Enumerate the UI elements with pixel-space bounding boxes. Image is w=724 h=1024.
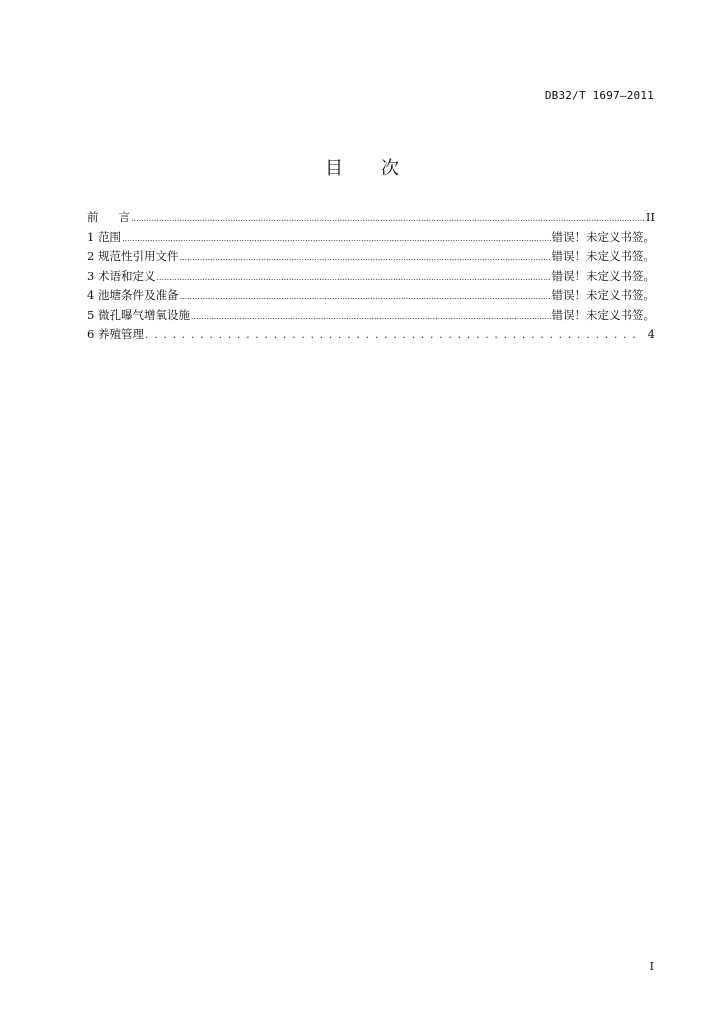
dot-leader — [156, 268, 550, 288]
toc-entry-page: 错误！未定义书签。 — [551, 249, 655, 263]
toc-entry-page: 4 — [647, 327, 655, 341]
dot-leader — [179, 287, 550, 307]
toc-entry-terms-definitions[interactable] — [87, 267, 655, 287]
toc-entry-page: 错误！未定义书签。 — [551, 307, 655, 322]
dot-leader — [145, 325, 639, 345]
toc-entry-page: 错误！未定义书签。 — [551, 268, 655, 283]
toc-entry-label: 4 池塘条件及准备 — [87, 288, 179, 302]
toc-entry-label: 6 养殖管理 — [87, 327, 144, 341]
toc-entry-page: 错误！未定义书签。 — [551, 229, 655, 244]
dot-leader — [131, 209, 645, 229]
toc-entry-label: 3 术语和定义 — [87, 268, 156, 283]
toc-entry-pond-conditions[interactable] — [87, 286, 655, 306]
standard-code: DB32/T 1697—2011 — [544, 89, 654, 102]
toc-entry-label: 前 言 — [87, 210, 130, 224]
page-title-char-1: 目 — [325, 158, 343, 179]
table-of-contents — [87, 208, 655, 345]
dot-leader — [122, 229, 551, 249]
toc-entry-page: 错误！未定义书签。 — [551, 288, 655, 302]
page-number: I — [649, 960, 654, 973]
page-title — [0, 154, 724, 180]
toc-entry-scope[interactable] — [87, 228, 655, 248]
toc-entry-culture-management[interactable] — [87, 325, 655, 345]
toc-entry-foreword[interactable] — [87, 208, 655, 228]
dot-leader — [191, 307, 551, 327]
toc-entry-label: 2 规范性引用文件 — [87, 249, 179, 263]
toc-entry-page: II — [645, 210, 655, 224]
toc-entry-label: 1 范围 — [87, 229, 121, 244]
page-title-char-2: 次 — [381, 158, 399, 179]
dot-leader — [179, 248, 550, 268]
toc-entry-aeration-facilities[interactable] — [87, 306, 655, 326]
toc-entry-label: 5 微孔曝气增氧设施 — [87, 307, 190, 322]
toc-entry-normative-references[interactable] — [87, 247, 655, 267]
